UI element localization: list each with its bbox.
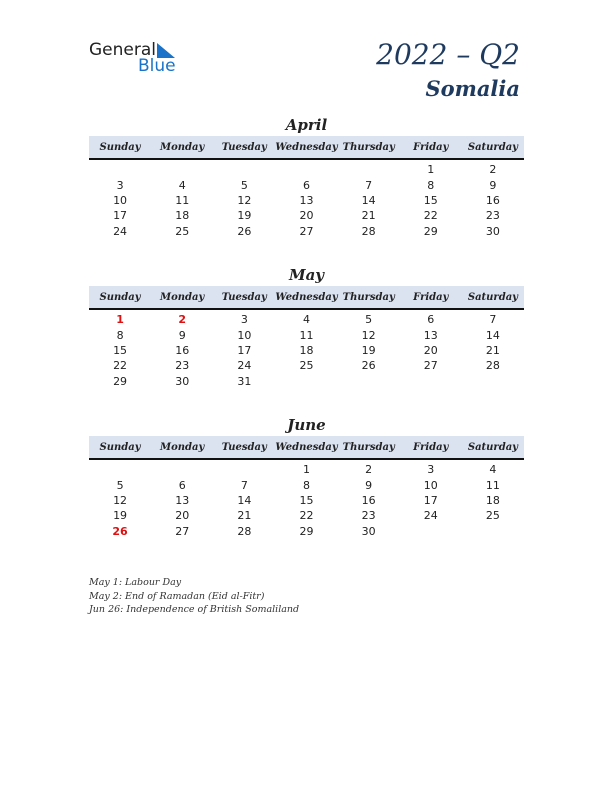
- day-cell: 23: [175, 359, 190, 373]
- month-name: June: [287, 416, 326, 434]
- day-cell: 17: [113, 209, 128, 223]
- day-cell: 21: [485, 343, 500, 357]
- day-cell: 10: [237, 328, 252, 342]
- day-cell: 4: [302, 313, 310, 327]
- holiday-note: May 1: Labour Day: [89, 577, 182, 588]
- day-cell: 6: [178, 478, 186, 492]
- day-cell: 24: [237, 359, 252, 373]
- day-cell: 3: [240, 313, 248, 327]
- day-cell: 6: [302, 178, 310, 192]
- day-cell: 13: [175, 493, 190, 507]
- day-cell: 5: [116, 478, 124, 492]
- day-cell: 16: [175, 343, 190, 357]
- weekday-label: Wednesday: [275, 441, 338, 453]
- day-cell: 10: [423, 478, 438, 492]
- day-cell: 14: [237, 493, 252, 507]
- week-row: [89, 327, 524, 342]
- day-cell: 30: [175, 374, 190, 388]
- day-cell: 20: [175, 509, 190, 523]
- day-cell: 5: [365, 313, 373, 327]
- weekday-label: Sunday: [99, 441, 141, 453]
- day-cell: 28: [485, 359, 500, 373]
- day-cell: 11: [175, 193, 190, 207]
- day-cell: 5: [240, 178, 248, 192]
- day-cell: 15: [423, 193, 438, 207]
- week-row: [89, 162, 524, 177]
- weekday-header: [89, 136, 524, 160]
- day-cell: 11: [299, 328, 314, 342]
- weekday-label: Monday: [160, 141, 205, 153]
- day-cell: 12: [361, 328, 376, 342]
- country-name: Somalia: [425, 76, 520, 101]
- weekday-label: Monday: [160, 291, 205, 303]
- day-cell: 4: [489, 463, 497, 477]
- day-cell: 26: [112, 524, 128, 538]
- day-cell: 3: [116, 178, 124, 192]
- day-cell: 28: [361, 224, 376, 238]
- day-cell: 20: [299, 209, 314, 223]
- logo: [89, 40, 189, 78]
- holiday-note: Jun 26: Independence of British Somaliland: [89, 604, 300, 615]
- day-cell: 22: [113, 359, 128, 373]
- day-cell: 29: [299, 524, 314, 538]
- day-cell: 2: [489, 163, 497, 177]
- day-cell: 9: [365, 478, 373, 492]
- day-cell: 14: [361, 193, 376, 207]
- day-cell: 30: [485, 224, 500, 238]
- day-cell: 25: [175, 224, 190, 238]
- week-row: [89, 358, 524, 373]
- page-title: 2022 – Q2: [376, 38, 520, 71]
- day-cell: 29: [423, 224, 438, 238]
- week-row: [89, 224, 524, 239]
- day-cell: 13: [299, 193, 314, 207]
- day-cell: 1: [302, 463, 310, 477]
- day-cell: 13: [423, 328, 438, 342]
- day-cell: 2: [178, 313, 187, 327]
- day-cell: 2: [365, 463, 373, 477]
- day-cell: 6: [427, 313, 435, 327]
- week-row: [89, 508, 524, 523]
- week-row: [89, 462, 524, 477]
- weekday-header: [89, 286, 524, 310]
- weekday-label: Tuesday: [221, 141, 267, 153]
- month-may: [89, 264, 524, 389]
- day-cell: 1: [427, 163, 435, 177]
- month-name: May: [288, 266, 325, 284]
- weekday-label: Saturday: [467, 141, 518, 153]
- day-cell: 16: [361, 493, 376, 507]
- holiday-notes: [89, 576, 299, 617]
- month-june: [89, 414, 524, 539]
- day-cell: 7: [240, 478, 248, 492]
- day-cell: 22: [423, 209, 438, 223]
- day-cell: 30: [361, 524, 376, 538]
- day-cell: 10: [113, 193, 128, 207]
- day-cell: 29: [113, 374, 128, 388]
- weekday-label: Wednesday: [275, 291, 338, 303]
- logo-blue-text: Blue: [138, 56, 176, 76]
- holiday-note: May 2: End of Ramadan (Eid al-Fitr): [89, 590, 265, 602]
- day-cell: 21: [237, 509, 252, 523]
- day-cell: 12: [237, 193, 252, 207]
- day-cell: 28: [237, 524, 252, 538]
- day-cell: 8: [116, 328, 124, 342]
- weekday-label: Sunday: [99, 141, 141, 153]
- weekday-label: Friday: [413, 141, 449, 153]
- week-row: [89, 524, 524, 539]
- day-cell: 9: [178, 328, 186, 342]
- day-cell: 24: [423, 509, 438, 523]
- day-cell: 11: [485, 478, 500, 492]
- day-cell: 15: [299, 493, 314, 507]
- day-cell: 8: [302, 478, 310, 492]
- weekday-label: Tuesday: [221, 441, 267, 453]
- week-row: [89, 343, 524, 358]
- weekday-label: Saturday: [467, 291, 518, 303]
- day-cell: 4: [178, 178, 186, 192]
- week-row: [89, 312, 524, 327]
- day-cell: 7: [365, 178, 373, 192]
- day-cell: 26: [237, 224, 252, 238]
- day-cell: 16: [485, 193, 500, 207]
- weekday-label: Monday: [160, 441, 205, 453]
- weekday-label: Thursday: [342, 441, 395, 453]
- day-cell: 12: [113, 493, 128, 507]
- day-cell: 21: [361, 209, 376, 223]
- week-row: [89, 193, 524, 208]
- day-cell: 9: [489, 178, 497, 192]
- weekday-label: Sunday: [99, 291, 141, 303]
- day-cell: 31: [237, 374, 252, 388]
- day-cell: 8: [427, 178, 435, 192]
- month-name: April: [285, 116, 328, 134]
- weekday-label: Friday: [413, 441, 449, 453]
- day-cell: 26: [361, 359, 376, 373]
- day-cell: 27: [175, 524, 190, 538]
- weekday-label: Thursday: [342, 141, 395, 153]
- day-cell: 17: [237, 343, 252, 357]
- week-row: [89, 208, 524, 223]
- day-cell: 24: [113, 224, 128, 238]
- week-row: [89, 374, 524, 389]
- weekday-label: Saturday: [467, 441, 518, 453]
- day-cell: 23: [361, 509, 376, 523]
- weekday-label: Wednesday: [275, 141, 338, 153]
- day-cell: 18: [485, 493, 500, 507]
- weekday-label: Friday: [413, 291, 449, 303]
- day-cell: 15: [113, 343, 128, 357]
- logo-general-text: General: [89, 40, 156, 60]
- day-cell: 3: [427, 463, 435, 477]
- day-cell: 27: [299, 224, 314, 238]
- day-cell: 22: [299, 509, 314, 523]
- week-row: [89, 477, 524, 492]
- day-cell: 20: [423, 343, 438, 357]
- day-cell: 23: [485, 209, 500, 223]
- day-cell: 19: [237, 209, 252, 223]
- day-cell: 18: [175, 209, 190, 223]
- day-cell: 19: [361, 343, 376, 357]
- day-cell: 1: [116, 313, 124, 327]
- day-cell: 17: [423, 493, 438, 507]
- day-cell: 14: [485, 328, 500, 342]
- week-row: [89, 493, 524, 508]
- week-row: [89, 177, 524, 192]
- day-cell: 25: [485, 509, 500, 523]
- day-cell: 27: [423, 359, 438, 373]
- day-cell: 19: [113, 509, 128, 523]
- day-cell: 25: [299, 359, 314, 373]
- month-april: [89, 114, 524, 239]
- day-cell: 18: [299, 343, 314, 357]
- weekday-header: [89, 436, 524, 460]
- day-cell: 7: [489, 313, 497, 327]
- weekday-label: Tuesday: [221, 291, 267, 303]
- weekday-label: Thursday: [342, 291, 395, 303]
